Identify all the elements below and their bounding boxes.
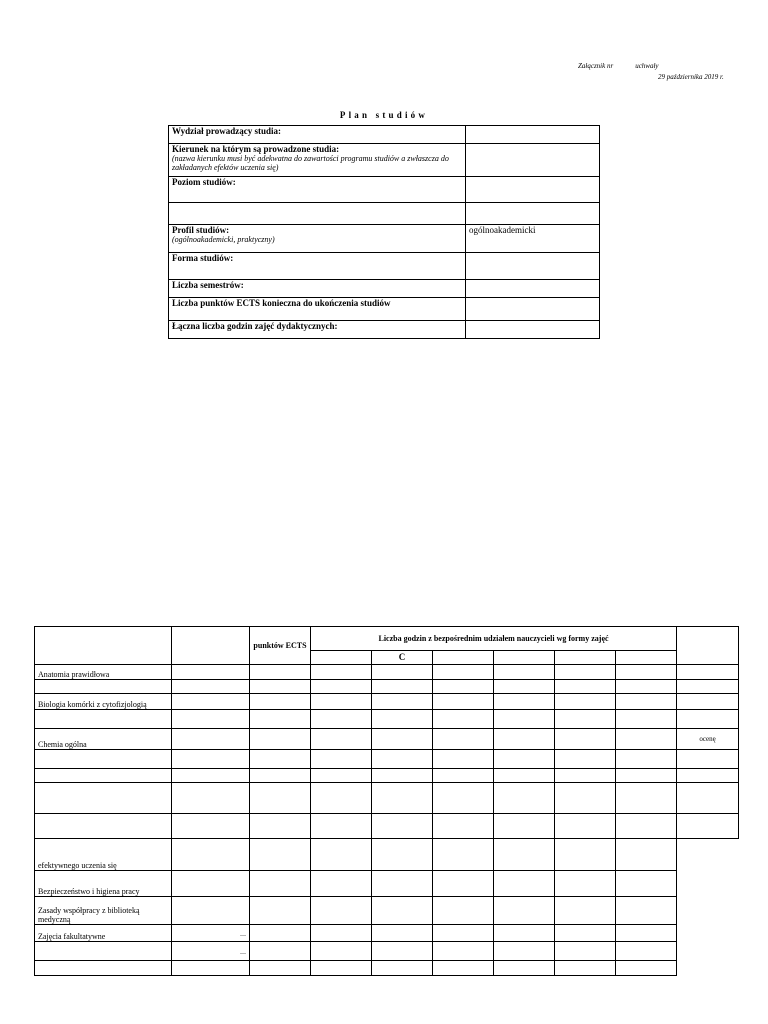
empty-cell xyxy=(433,750,494,769)
info-label: Profil studiów: xyxy=(172,225,230,235)
last-col-cell xyxy=(677,814,739,839)
empty-cell xyxy=(433,694,494,710)
empty-cell xyxy=(616,942,677,961)
last-col-cell: ocenę xyxy=(677,729,739,750)
info-label: Wydział prowadzący studia: xyxy=(172,126,282,136)
empty-cell xyxy=(433,710,494,729)
empty-cell xyxy=(555,871,616,897)
hours-subheader xyxy=(555,651,616,665)
table-row xyxy=(35,961,739,976)
table-row xyxy=(35,750,739,769)
empty-cell xyxy=(250,729,311,750)
empty-cell xyxy=(250,925,311,942)
empty-cell xyxy=(494,729,555,750)
info-value xyxy=(466,280,600,298)
empty-cell xyxy=(250,710,311,729)
subject-name: Zajęcia fakultatywne xyxy=(35,925,172,942)
table-row xyxy=(35,769,739,783)
info-label: Forma studiów: xyxy=(172,253,234,263)
annex-label: Załącznik nr xyxy=(578,62,614,70)
empty-cell xyxy=(555,750,616,769)
empty-cell xyxy=(372,871,433,897)
subject-name xyxy=(35,814,172,839)
subject-dots: ... xyxy=(172,925,250,942)
empty-cell xyxy=(433,680,494,694)
subject-dots xyxy=(172,783,250,814)
empty-cell xyxy=(372,769,433,783)
empty-cell xyxy=(494,871,555,897)
table-row xyxy=(35,710,739,729)
info-label: Łączna liczba godzin zajęć dydaktycznych: xyxy=(172,321,338,331)
empty-cell xyxy=(616,783,677,814)
last-col-cell xyxy=(677,710,739,729)
empty-cell xyxy=(555,897,616,925)
empty-cell xyxy=(311,897,372,925)
empty-cell xyxy=(616,814,677,839)
empty-cell xyxy=(311,839,372,871)
empty-cell xyxy=(555,814,616,839)
empty-cell xyxy=(616,750,677,769)
hours-subheader xyxy=(433,651,494,665)
subject-dots xyxy=(172,710,250,729)
empty-cell xyxy=(372,897,433,925)
empty-cell xyxy=(433,925,494,942)
empty-cell xyxy=(433,729,494,750)
subject-dots xyxy=(172,665,250,680)
empty-cell xyxy=(433,961,494,976)
subject-dots xyxy=(172,769,250,783)
empty-cell xyxy=(372,750,433,769)
table-row xyxy=(35,942,739,961)
info-value xyxy=(466,203,600,225)
info-value xyxy=(466,177,600,203)
empty-cell xyxy=(372,783,433,814)
info-label: Poziom studiów: xyxy=(172,177,236,187)
subject-dots xyxy=(172,871,250,897)
empty-cell xyxy=(616,961,677,976)
last-col-cell xyxy=(677,897,739,925)
empty-cell xyxy=(616,680,677,694)
info-value xyxy=(466,126,600,144)
info-row xyxy=(169,321,600,339)
info-note: (ogólnoakademicki, praktyczny) xyxy=(172,235,275,244)
subject-dots xyxy=(172,694,250,710)
empty-cell xyxy=(494,897,555,925)
info-row xyxy=(169,144,600,177)
annex-header xyxy=(578,62,659,70)
empty-cell xyxy=(494,942,555,961)
empty-cell xyxy=(555,961,616,976)
info-row xyxy=(169,253,600,280)
empty-cell xyxy=(311,710,372,729)
empty-cell xyxy=(372,680,433,694)
info-row xyxy=(169,203,600,225)
empty-cell xyxy=(372,961,433,976)
subject-name xyxy=(35,680,172,694)
empty-cell xyxy=(494,925,555,942)
empty-cell xyxy=(616,897,677,925)
last-col-cell xyxy=(677,839,739,871)
subject-dots xyxy=(172,729,250,750)
empty-cell xyxy=(311,961,372,976)
header-blank-cell xyxy=(172,627,250,665)
subject-dots xyxy=(172,961,250,976)
info-label-cell xyxy=(169,253,466,280)
empty-cell xyxy=(616,710,677,729)
table-row xyxy=(35,814,739,839)
last-col-cell xyxy=(677,783,739,814)
header-hours: Liczba godzin z bezpośrednim udziałem nauczycieli wg formy zajęć xyxy=(311,627,677,651)
subject-name: Chemia ogólna xyxy=(35,729,172,750)
empty-cell xyxy=(433,897,494,925)
empty-cell xyxy=(555,839,616,871)
table-row xyxy=(35,925,739,942)
page-title: Plan studiów xyxy=(339,110,429,120)
table-row xyxy=(35,871,739,897)
empty-cell xyxy=(494,814,555,839)
info-row xyxy=(169,280,600,298)
empty-cell xyxy=(433,783,494,814)
empty-cell xyxy=(311,680,372,694)
header-date: 29 października 2019 r. xyxy=(658,73,724,81)
empty-cell xyxy=(616,839,677,871)
empty-cell xyxy=(494,694,555,710)
subject-name: Anatomia prawidłowa xyxy=(35,665,172,680)
subject-dots xyxy=(172,897,250,925)
empty-cell xyxy=(494,680,555,694)
empty-cell xyxy=(250,814,311,839)
empty-cell xyxy=(433,769,494,783)
empty-cell xyxy=(616,729,677,750)
empty-cell xyxy=(555,942,616,961)
empty-cell xyxy=(311,814,372,839)
empty-cell xyxy=(555,729,616,750)
hours-subheader xyxy=(616,651,677,665)
subject-dots xyxy=(172,839,250,871)
empty-cell xyxy=(372,665,433,680)
info-label-cell xyxy=(169,126,466,144)
empty-cell xyxy=(311,925,372,942)
last-col-cell xyxy=(677,925,739,942)
empty-cell xyxy=(494,750,555,769)
empty-cell xyxy=(555,769,616,783)
empty-cell xyxy=(372,942,433,961)
last-col-cell xyxy=(677,942,739,961)
subject-name xyxy=(35,750,172,769)
empty-cell xyxy=(311,694,372,710)
info-value xyxy=(466,298,600,321)
subject-dots xyxy=(172,750,250,769)
subject-dots xyxy=(172,680,250,694)
empty-cell xyxy=(311,769,372,783)
subject-name: Bezpieczeństwo i higiena pracy xyxy=(35,871,172,897)
table-row xyxy=(35,783,739,814)
info-label-cell xyxy=(169,225,466,253)
subject-name: Biologia komórki z cytofizjologią xyxy=(35,694,172,710)
last-col-cell xyxy=(677,961,739,976)
empty-cell xyxy=(250,769,311,783)
empty-cell xyxy=(311,871,372,897)
empty-cell xyxy=(311,783,372,814)
info-label: Liczba semestrów: xyxy=(172,280,244,290)
table-row xyxy=(35,897,739,925)
table-row xyxy=(35,694,739,710)
empty-cell xyxy=(250,665,311,680)
table-row xyxy=(35,665,739,680)
empty-cell xyxy=(433,839,494,871)
info-row xyxy=(169,225,600,253)
empty-cell xyxy=(250,961,311,976)
info-label-cell xyxy=(169,298,466,321)
subject-dots: ... xyxy=(172,942,250,961)
empty-cell xyxy=(616,665,677,680)
subject-name: Zasady współpracy z biblioteką medyczną xyxy=(35,897,172,925)
info-value: ogólnoakademicki xyxy=(466,225,600,253)
last-col-cell xyxy=(677,871,739,897)
info-label-cell xyxy=(169,203,466,225)
empty-cell xyxy=(250,750,311,769)
info-label-cell xyxy=(169,280,466,298)
empty-cell xyxy=(311,750,372,769)
info-row xyxy=(169,298,600,321)
empty-cell xyxy=(311,729,372,750)
last-col-cell xyxy=(677,769,739,783)
empty-cell xyxy=(433,814,494,839)
empty-cell xyxy=(433,871,494,897)
empty-cell xyxy=(250,680,311,694)
empty-cell xyxy=(555,710,616,729)
hours-subheader: C xyxy=(372,651,433,665)
header-ects: punktów ECTS xyxy=(250,627,311,665)
empty-cell xyxy=(372,925,433,942)
subject-name xyxy=(35,961,172,976)
empty-cell xyxy=(250,897,311,925)
hours-subheader xyxy=(494,651,555,665)
hours-subheader xyxy=(311,651,372,665)
last-col-cell xyxy=(677,750,739,769)
subject-name xyxy=(35,769,172,783)
empty-cell xyxy=(494,665,555,680)
empty-cell xyxy=(555,925,616,942)
empty-cell xyxy=(616,925,677,942)
empty-cell xyxy=(250,942,311,961)
subject-name xyxy=(35,783,172,814)
empty-cell xyxy=(555,694,616,710)
subject-dots xyxy=(172,814,250,839)
empty-cell xyxy=(250,783,311,814)
empty-cell xyxy=(250,694,311,710)
empty-cell xyxy=(555,680,616,694)
info-row xyxy=(169,126,600,144)
empty-cell xyxy=(494,710,555,729)
table-row xyxy=(35,729,739,750)
empty-cell xyxy=(250,871,311,897)
info-value xyxy=(466,253,600,280)
info-value xyxy=(466,144,600,177)
empty-cell xyxy=(494,769,555,783)
empty-cell xyxy=(616,769,677,783)
last-col-cell xyxy=(677,665,739,680)
subject-name xyxy=(35,710,172,729)
empty-cell xyxy=(372,694,433,710)
info-label: Kierunek na którym są prowadzone studia: xyxy=(172,144,340,154)
header-subject-cell xyxy=(35,627,172,665)
empty-cell xyxy=(616,694,677,710)
empty-cell xyxy=(372,729,433,750)
info-label: Liczba punktów ECTS konieczna do ukończenia studiów xyxy=(172,298,391,308)
empty-cell xyxy=(311,942,372,961)
empty-cell xyxy=(372,814,433,839)
table-row xyxy=(35,839,739,871)
empty-cell xyxy=(372,839,433,871)
info-label-cell xyxy=(169,177,466,203)
resolution-label: uchwały xyxy=(635,62,659,70)
info-value xyxy=(466,321,600,339)
empty-cell xyxy=(250,839,311,871)
empty-cell xyxy=(433,665,494,680)
empty-cell xyxy=(433,942,494,961)
empty-cell xyxy=(494,961,555,976)
table-row xyxy=(35,680,739,694)
info-label-cell xyxy=(169,144,466,177)
info-note: (nazwa kierunku musi być adekwatna do zawartości programu studiów a zwłaszcza do zakładanych efektów uczenia się) xyxy=(172,154,449,172)
empty-cell xyxy=(555,783,616,814)
empty-cell xyxy=(494,783,555,814)
last-col-cell xyxy=(677,680,739,694)
info-label-cell xyxy=(169,321,466,339)
last-col-cell xyxy=(677,694,739,710)
study-info-table xyxy=(168,125,600,339)
subject-name: efektywnego uczenia się xyxy=(35,839,172,871)
empty-cell xyxy=(494,839,555,871)
study-plan-table xyxy=(34,626,739,976)
subject-name xyxy=(35,942,172,961)
header-last-col xyxy=(677,627,739,665)
empty-cell xyxy=(616,871,677,897)
empty-cell xyxy=(311,665,372,680)
empty-cell xyxy=(372,710,433,729)
info-row xyxy=(169,177,600,203)
empty-cell xyxy=(555,665,616,680)
